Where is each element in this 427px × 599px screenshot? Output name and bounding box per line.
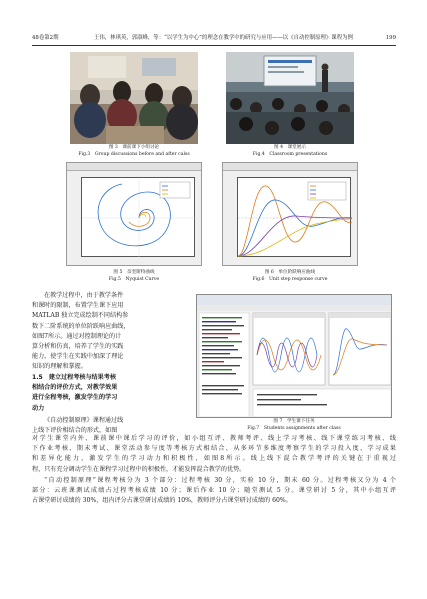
- fig5-nyquist-window: [66, 162, 202, 266]
- text-line: 下作业考核、期末考试、课堂活动参与度等考核方式相结合，从多环节多维度考察学生的学习投入度、学习成果: [32, 445, 396, 453]
- heading-line: 进行全程考核，激发学生的学习: [32, 394, 118, 402]
- text-line: MATLAB 独立完成绘制不同结构参: [32, 312, 129, 320]
- fig3-caption-cn: 图 3 课前课下小组讨论: [108, 145, 160, 150]
- header-rule: [32, 45, 396, 46]
- practice-paragraph: [32, 291, 184, 373]
- running-header: [32, 32, 396, 44]
- fig7-matlab-screenshot: [196, 294, 392, 418]
- text-line: 《自动控制原理》课程通过线: [44, 417, 124, 424]
- journal-issue: 48卷第2期: [32, 35, 59, 41]
- fig4-photo: [226, 52, 354, 144]
- heading-line: 相结合的评价方式，对教学效果: [32, 384, 118, 392]
- text-line: 上线下评价相结合的形式，如图: [32, 427, 118, 435]
- step-response-axes: [237, 177, 351, 257]
- fig6-caption-en: Fig.6 Unit step response curve: [252, 277, 328, 282]
- fig6-caption-cn: 图 6 单位阶跃响应曲线: [264, 270, 316, 275]
- section-heading-1-5: [32, 373, 184, 414]
- text-line: 占课堂研讨成绩的 30%，组内评分占课堂研讨成绩的 10%，教师评分占课堂研讨成绩的 60%。: [32, 497, 292, 505]
- running-title: 王伟，林琪英，郭淑峰，等：“以学生为中心”的理念在教学中的研究与应用——以《自动控制原理》课程为例: [94, 35, 353, 41]
- text-line: 部分：云班课测试成绩占过程考核成绩 10 分；课后作业 10 分；随堂测试 5 分。课堂研讨 5 分，其中小组互评: [32, 487, 396, 495]
- fig5-caption-en: Fig.5 Nyquist Curve: [108, 277, 160, 282]
- fig4-caption-cn: 图 4 课堂展示: [274, 145, 306, 150]
- text-line: 数下二阶系统的单位阶跃响应曲线，: [32, 322, 130, 330]
- text-line: 在教学过程中，由于教学条件: [44, 292, 124, 299]
- figure-toolbar: [223, 163, 357, 171]
- text-line: 能力，使学生在实践中加深了理论: [32, 353, 124, 361]
- text-line: 和差异化能力，激发学生的学习动力和积极性，如图8所示。线上线下混合教学考评的关键在于重视过: [32, 455, 396, 463]
- text-line: 和课时的限制，布置学生课下应用: [32, 302, 124, 310]
- heading-line: 动力: [32, 404, 45, 412]
- text-line: “自动控制原理”课程考核分为 3 个部分：过程考核 30 分，实验 10 分，期末 60 分。过程考核又分为 4 个: [44, 477, 396, 484]
- fig4-caption-en: Fig.4 Classroom presentations: [252, 152, 328, 157]
- fig3-photo: [70, 52, 198, 144]
- heading-line: 1.5 建立过程考核与结果考核: [32, 374, 116, 381]
- fig7-caption-en: Fig.7 Students assignments after class: [247, 426, 341, 431]
- fig3-caption-en: Fig.3 Group discussions before and after calss: [78, 152, 190, 157]
- text-line: 知识的理解和掌握。: [32, 363, 87, 371]
- text-line: 对学生课堂内外、课前课中课后学习的评价，如小组互评、教师考评、线上学习考核、线下课堂练习考核、线: [32, 435, 396, 442]
- text-line: 算分析和仿真，培养了学生的实践: [32, 343, 124, 351]
- fig5-caption-cn: 图 5 奈奎斯特曲线: [113, 270, 155, 275]
- text-line: 如图7所示。通过对控制理论的计: [32, 332, 122, 340]
- evaluation-paragraph-cont: [32, 434, 396, 475]
- figure-toolbar: [67, 163, 201, 171]
- text-line: 程，只有充分调动学生在课程学习过程中的积极性，才能发挥混合教学的优势。: [32, 465, 246, 473]
- nyquist-axes: [81, 177, 195, 257]
- fig7-caption-cn: 图 7 学生课下任务: [273, 419, 315, 424]
- page-number: 199: [385, 35, 396, 41]
- fig6-step-response-window: [222, 162, 358, 266]
- assessment-paragraph: [32, 476, 396, 507]
